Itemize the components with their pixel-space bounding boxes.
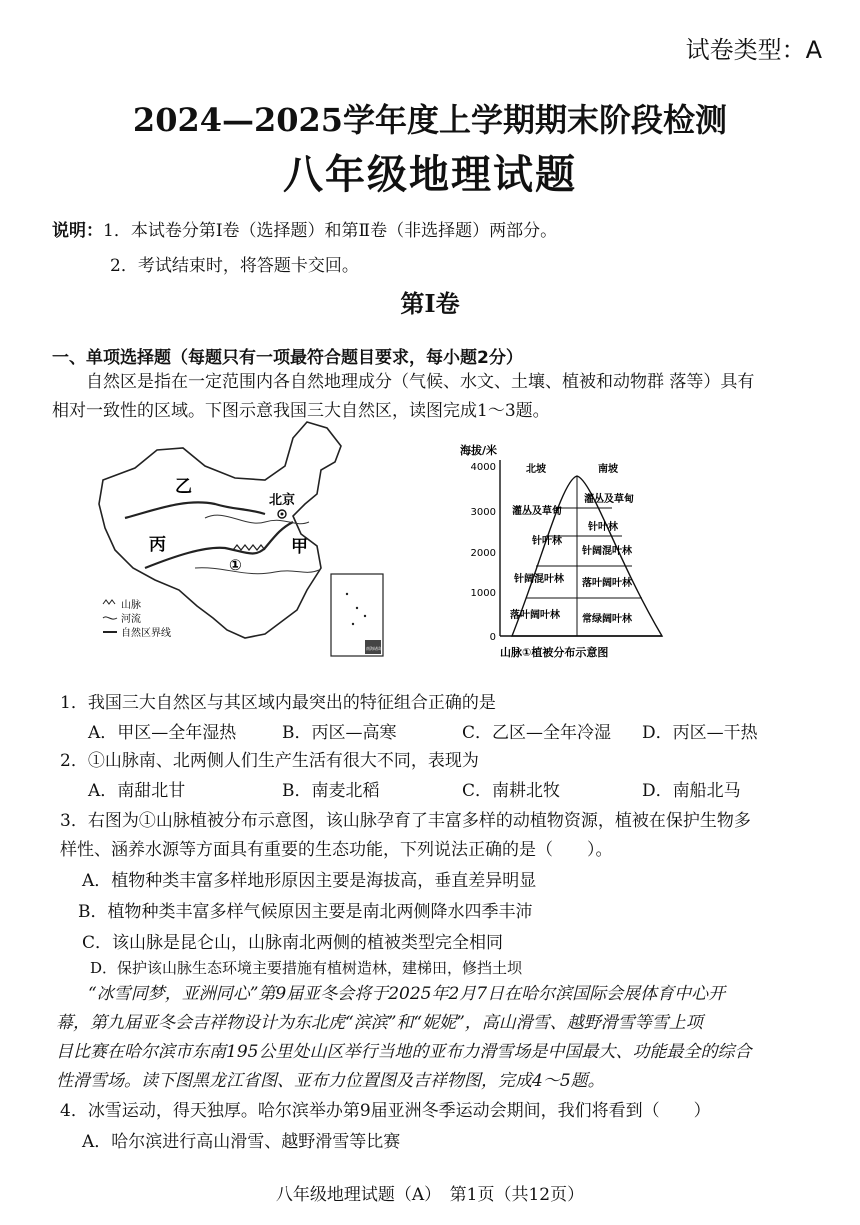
q2-option-b: B．南麦北稻: [282, 781, 380, 801]
north-belt-4: 落叶阔叶林: [510, 610, 560, 621]
south-belt-3: 针阔混叶林: [582, 546, 632, 557]
q2-option-d: D．南船北马: [642, 781, 741, 801]
notes-item2: 2．考试结束时，将答题卡交回。: [110, 256, 359, 276]
q3-option-a: A．植物种类丰富多样地形原因主要是海拔高，垂直差异明显: [82, 871, 537, 891]
q2-option-a: A．南甜北甘: [88, 781, 186, 801]
q3-option-b: B．植物种类丰富多样气候原因主要是南北两侧降水四季丰沛: [78, 902, 533, 922]
notes-label: 说明：: [52, 221, 103, 241]
legend-mountain: 山脉: [121, 600, 141, 611]
ytick-2000: 2000: [470, 548, 496, 559]
north-belt-1: 灌丛及草甸: [512, 506, 562, 517]
q3-option-c: C．该山脉是昆仑山，山脉南北两侧的植被类型完全相同: [82, 933, 504, 953]
legend-river: 河流: [121, 614, 141, 625]
q2-option-c: C．南耕北牧: [462, 781, 561, 801]
notes-item1: 1．本试卷分第Ⅰ卷（选择题）和第Ⅱ卷（非选择题）两部分。: [103, 221, 558, 241]
south-belt-1: 灌丛及草甸: [584, 494, 634, 505]
south-belt-4: 落叶阔叶林: [582, 578, 632, 589]
label-bing: 丙: [149, 535, 166, 555]
ytick-1000: 1000: [470, 588, 496, 599]
china-regions-map: [95, 418, 395, 668]
inset-label: 南海诸岛: [366, 646, 382, 651]
ytick-4000: 4000: [470, 462, 496, 473]
q3-line1: 3．右图为①山脉植被分布示意图，该山脉孕育了丰富多样的动植物资源，植被在保护生物多: [60, 811, 751, 831]
intro2-line4: 性滑雪场。读下图黑龙江省图、亚布力位置图及吉祥物图，完成4～5题。: [56, 1071, 605, 1091]
intro2-line2: 幕，第九届亚冬会吉祥物设计为东北虎“滨滨”和“妮妮”，高山滑雪、越野滑雪等雪上项: [56, 1013, 703, 1033]
intro1-line2: 相对一致性的区域。下图示意我国三大自然区，读图完成1～3题。: [52, 401, 550, 421]
q3-option-d: D．保护该山脉生态环境主要措施有植树造林，建梯田，修挡土坝: [90, 959, 523, 977]
notes-block: [52, 216, 557, 241]
north-belt-2: 针叶林: [532, 536, 562, 547]
ytick-3000: 3000: [470, 507, 496, 518]
south-slope-label: 南坡: [598, 464, 618, 475]
page-footer: 八年级地理试题（A） 第1页（共12页）: [275, 1185, 585, 1205]
q1-option-b: B．丙区—高寒: [282, 723, 397, 743]
south-belt-5: 常绿阔叶林: [582, 614, 632, 625]
q2-stem: 2．①山脉南、北两侧人们生产生活有很大不同，表现为: [60, 751, 479, 771]
q1-stem: 1．我国三大自然区与其区域内最突出的特征组合正确的是: [60, 693, 496, 713]
river-yangtze: [195, 568, 319, 574]
vegetation-diagram: [452, 440, 692, 665]
region-boundary-north: [125, 502, 265, 518]
q1-option-c: C．乙区—全年冷湿: [462, 723, 612, 743]
label-beijing: 北京: [269, 493, 296, 508]
label-mountain-mark: ①: [229, 556, 242, 574]
q1-option-a: A．甲区—全年湿热: [88, 723, 237, 743]
exam-title-line1: 2024—2025学年度上学期期末阶段检测: [132, 101, 728, 139]
ytick-0: 0: [489, 632, 496, 643]
paper-type: 试卷类型：A: [685, 36, 822, 64]
q4-option-a: A．哈尔滨进行高山滑雪、越野滑雪等比赛: [82, 1132, 401, 1152]
diagram-caption: 山脉①植被分布示意图: [500, 646, 609, 659]
mountain-range: [233, 545, 265, 550]
intro1-line1: 自然区是指在一定范围内各自然地理成分（气候、水文、土壤、植被和动物群 落等）具有: [86, 372, 755, 392]
diagram-ylabel: 海拔/米: [460, 444, 498, 457]
q4-stem: 4．冰雪运动，得天独厚。哈尔滨举办第9届亚洲冬季运动会期间，我们将看到（ ）: [60, 1101, 711, 1121]
intro2-line1: “冰雪同梦，亚洲同心”第9届亚冬会将于2025年2月7日在哈尔滨国际会展体育中心开: [88, 984, 726, 1004]
label-jia: 甲: [291, 537, 308, 557]
legend-boundary: 自然区界线: [121, 628, 171, 639]
north-slope-label: 北坡: [526, 464, 546, 475]
q3-line2: 样性、涵养水源等方面具有重要的生态功能，下列说法正确的是（ ）。: [60, 840, 613, 860]
part1-heading: 一、单项选择题（每题只有一项最符合题目要求，每小题2分）: [52, 348, 523, 368]
north-belt-3: 针阔混叶林: [514, 574, 564, 585]
section-title: 第Ⅰ卷: [400, 289, 460, 318]
intro2-line3: 目比赛在哈尔滨市东南195公里处山区举行当地的亚布力滑雪场是中国最大、功能最全的综合: [56, 1042, 752, 1062]
label-yi: 乙: [175, 477, 192, 497]
exam-title-line2: 八年级地理试题: [283, 151, 577, 198]
q1-option-d: D．丙区—干热: [642, 723, 758, 743]
region-boundary-tibet: [145, 522, 293, 568]
south-belt-2: 针叶林: [588, 522, 618, 533]
